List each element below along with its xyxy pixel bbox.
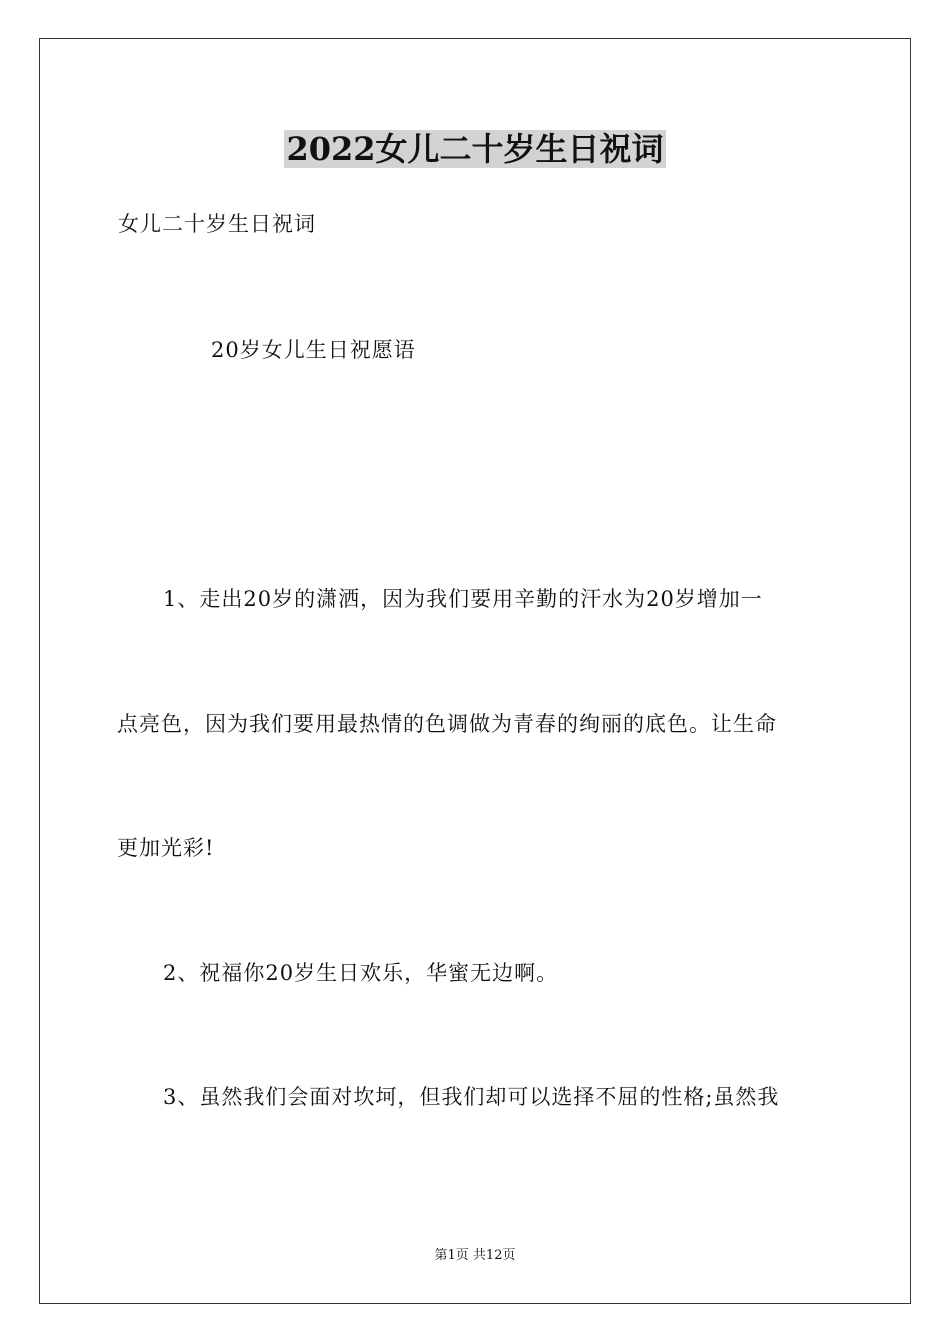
document-title — [0, 126, 950, 172]
section-heading: 20岁女儿生日祝愿语 — [211, 338, 416, 362]
paragraph-line: 3、虽然我们会面对坎坷，但我们却可以选择不屈的性格;虽然我 — [163, 1085, 780, 1109]
document-subtitle: 女儿二十岁生日祝词 — [118, 212, 316, 236]
paragraph-line: 1、走出20岁的潇洒，因为我们要用辛勤的汗水为20岁增加一 — [163, 587, 763, 611]
paragraph-line: 更加光彩! — [117, 836, 215, 860]
page-number: 第1页 共12页 — [434, 1248, 516, 1263]
paragraph-line: 点亮色，因为我们要用最热情的色调做为青春的绚丽的底色。让生命 — [117, 712, 777, 736]
paragraph-line: 2、祝福你20岁生日欢乐，华蜜无边啊。 — [163, 961, 559, 985]
document-title-text: 2022女儿二十岁生日祝词 — [286, 130, 664, 168]
